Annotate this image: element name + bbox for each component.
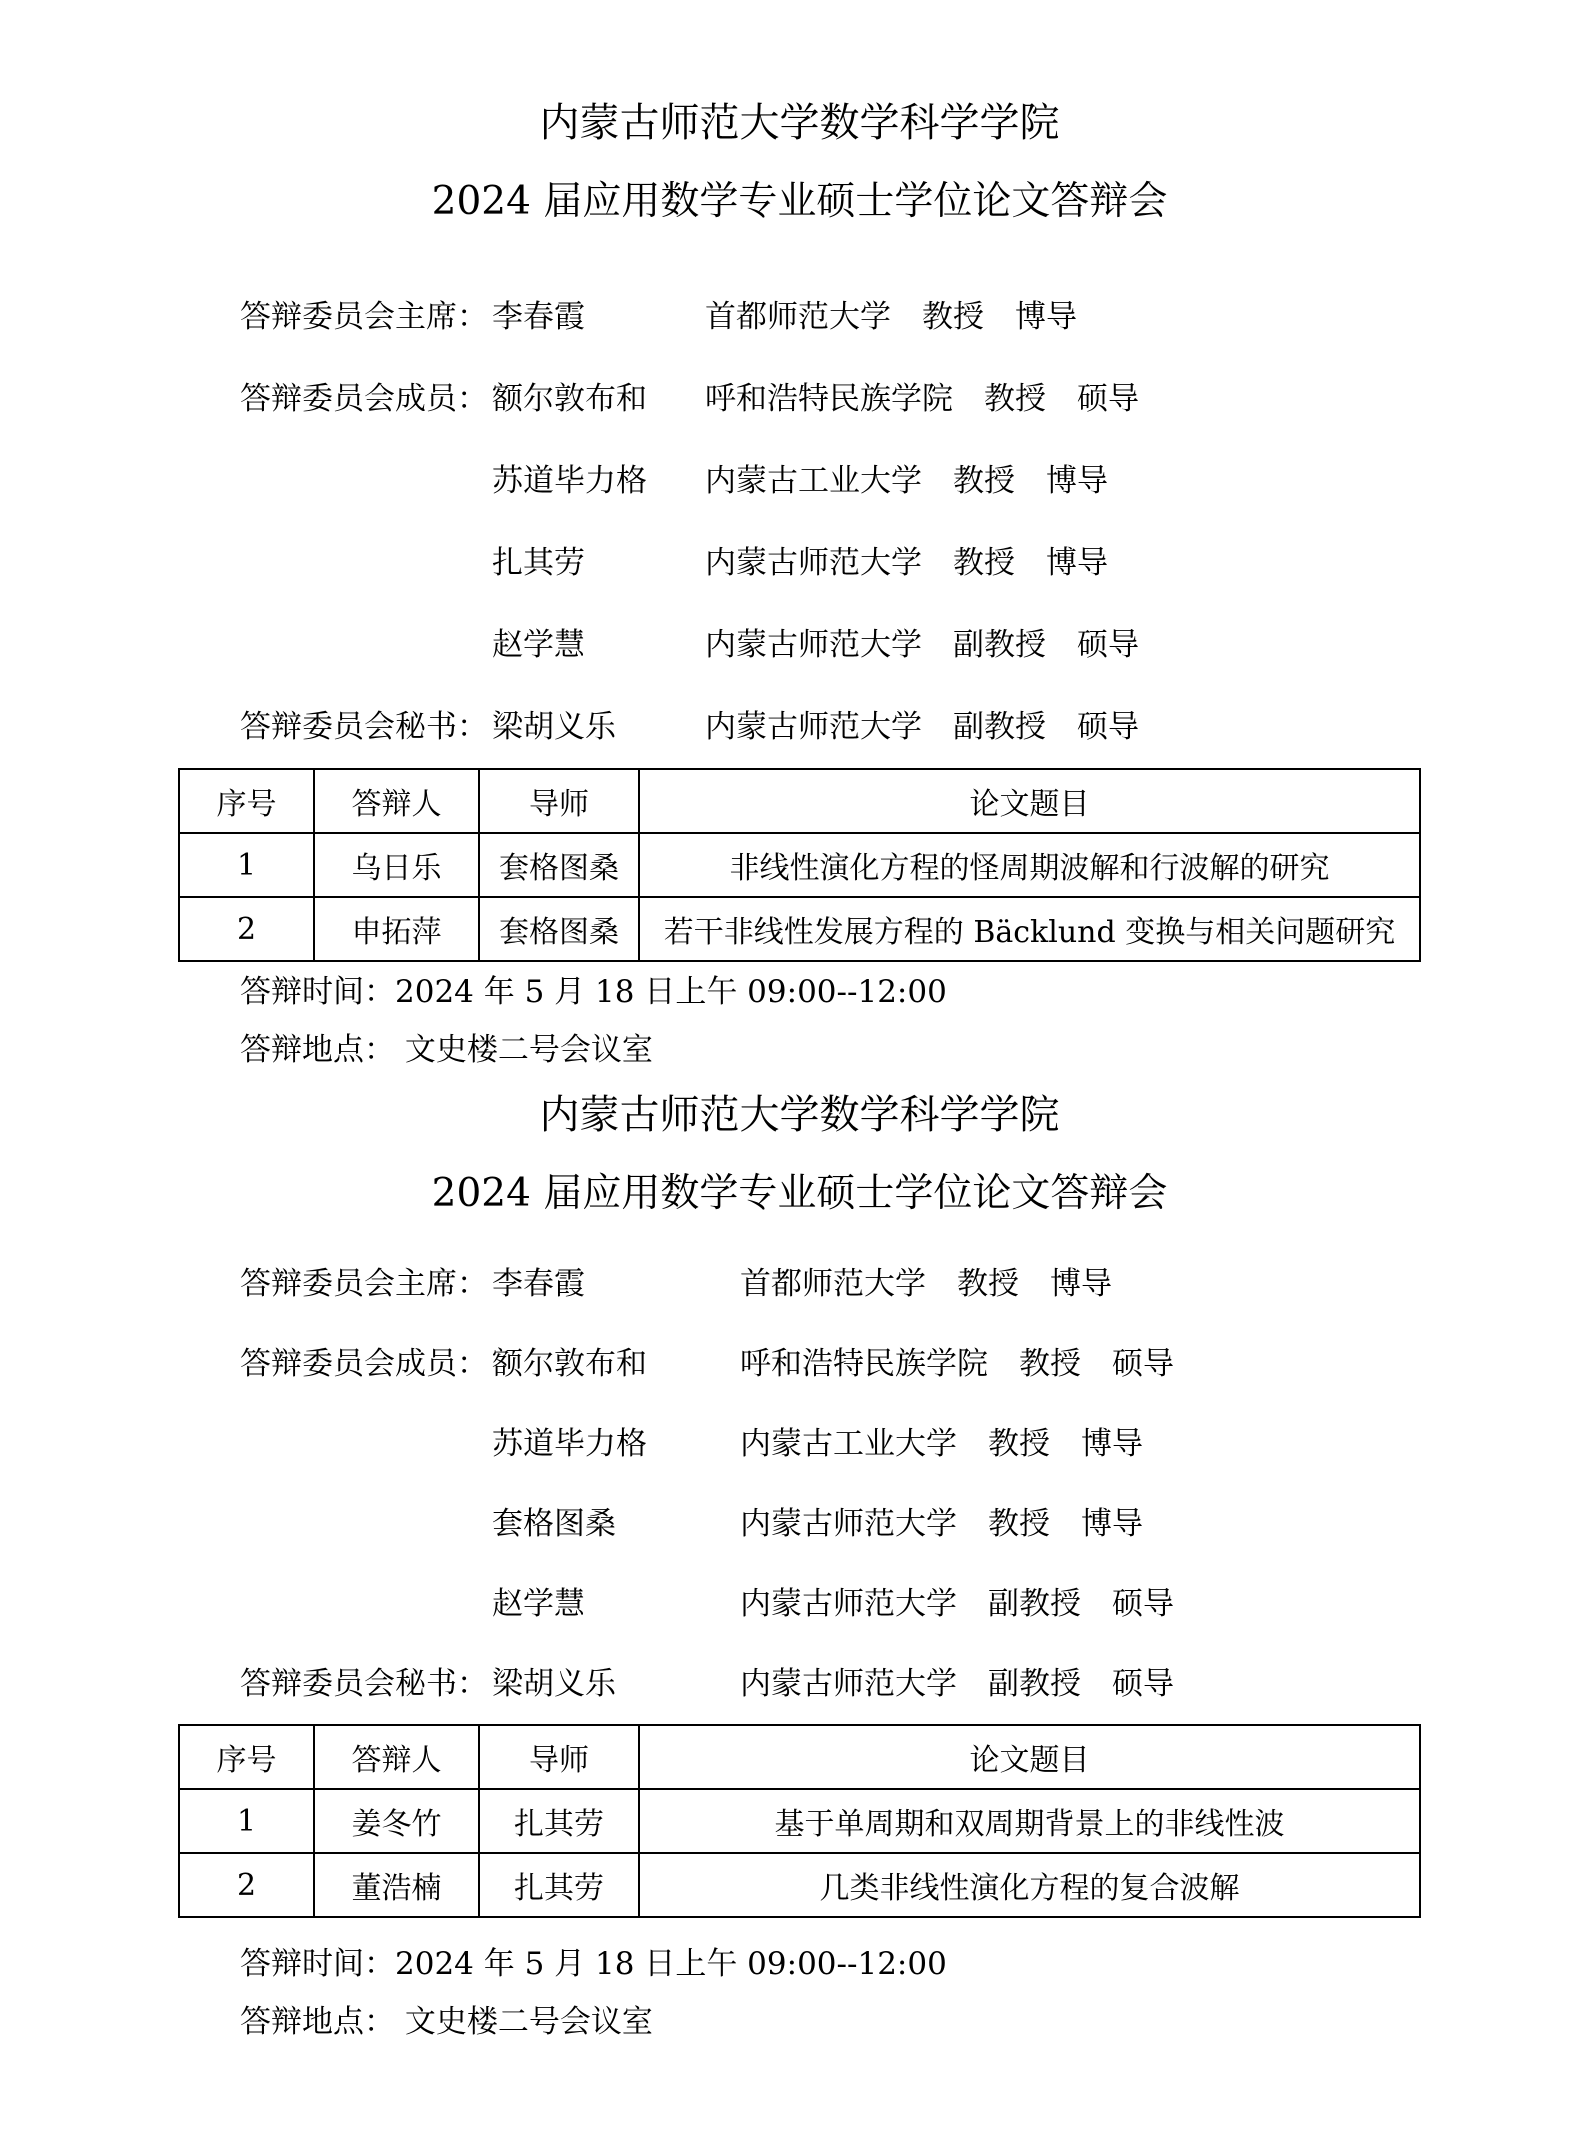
committee-role-label: 答辩委员会成员： — [240, 1346, 488, 1382]
committee-row-chair — [178, 276, 1421, 358]
committee-member-affiliation: 内蒙古师范大学 副教授 硕导 — [740, 1666, 1174, 1702]
cell-no: 1 — [179, 833, 314, 897]
committee-member-affiliation: 呼和浩特民族学院 教授 硕导 — [705, 381, 1139, 417]
cell-defender: 乌日乐 — [314, 833, 479, 897]
committee-role-label: 答辩委员会主席： — [240, 299, 488, 335]
committee-member-affiliation: 内蒙古师范大学 副教授 硕导 — [705, 627, 1139, 663]
committee-row-member — [178, 1324, 1421, 1404]
committee-row-secretary — [178, 1644, 1421, 1724]
cell-advisor: 套格图桑 — [479, 833, 639, 897]
defense-time: 答辩时间：2024 年 5 月 18 日上午 09:00--12:00 — [240, 1946, 947, 1982]
committee-role-label: 答辩委员会秘书： — [240, 709, 488, 745]
committee-member-name: 额尔敦布和 — [492, 381, 647, 417]
cell-no: 1 — [179, 1789, 314, 1853]
defense-time: 答辩时间：2024 年 5 月 18 日上午 09:00--12:00 — [240, 974, 947, 1010]
table-row — [179, 1789, 1420, 1853]
cell-advisor: 扎其劳 — [479, 1789, 639, 1853]
defense-notice-1 — [178, 100, 1421, 1072]
committee-role-label: 答辩委员会主席： — [240, 1266, 488, 1302]
cell-thesis: 若干非线性发展方程的 Bäcklund 变换与相关问题研究 — [639, 897, 1420, 961]
committee-row-member — [178, 1564, 1421, 1644]
cell-thesis: 基于单周期和双周期背景上的非线性波 — [639, 1789, 1420, 1853]
committee-list — [178, 1244, 1421, 1724]
committee-row-member — [178, 358, 1421, 440]
committee-list — [178, 276, 1421, 768]
table-header-no: 序号 — [179, 1725, 314, 1789]
table-header-advisor: 导师 — [479, 769, 639, 833]
defense-venue: 答辩地点： 文史楼二号会议室 — [240, 2004, 653, 2040]
table-header-thesis: 论文题目 — [639, 769, 1420, 833]
committee-role-label: 答辩委员会秘书： — [240, 1666, 488, 1702]
defense-schedule-table — [178, 768, 1421, 962]
committee-member-affiliation: 呼和浩特民族学院 教授 硕导 — [740, 1346, 1174, 1382]
page-title: 内蒙古师范大学数学科学学院 — [539, 1092, 1060, 1138]
cell-defender: 申拓萍 — [314, 897, 479, 961]
cell-thesis: 几类非线性演化方程的复合波解 — [639, 1853, 1420, 1917]
committee-member-name: 扎其劳 — [492, 545, 585, 581]
defense-venue: 答辩地点： 文史楼二号会议室 — [240, 1032, 653, 1068]
committee-row-member — [178, 440, 1421, 522]
table-row — [179, 1853, 1420, 1917]
table-row — [179, 897, 1420, 961]
committee-member-affiliation: 内蒙古工业大学 教授 博导 — [740, 1426, 1143, 1462]
cell-no: 2 — [179, 1853, 314, 1917]
committee-row-member — [178, 522, 1421, 604]
committee-member-name: 苏道毕力格 — [492, 1426, 647, 1462]
page-title: 内蒙古师范大学数学科学学院 — [539, 100, 1060, 146]
committee-member-name: 梁胡义乐 — [492, 1666, 616, 1702]
committee-member-name: 赵学慧 — [492, 1586, 585, 1622]
committee-member-name: 梁胡义乐 — [492, 709, 616, 745]
defense-schedule-table — [178, 1724, 1421, 1918]
committee-member-name: 李春霞 — [492, 299, 585, 335]
committee-row-member — [178, 1484, 1421, 1564]
cell-thesis: 非线性演化方程的怪周期波解和行波解的研究 — [639, 833, 1420, 897]
page-subtitle: 2024 届应用数学专业硕士学位论文答辩会 — [431, 1171, 1168, 1216]
cell-defender: 姜冬竹 — [314, 1789, 479, 1853]
committee-member-affiliation: 内蒙古师范大学 教授 博导 — [740, 1506, 1143, 1542]
table-header-defender: 答辩人 — [314, 769, 479, 833]
table-header-row — [179, 769, 1420, 833]
cell-advisor: 扎其劳 — [479, 1853, 639, 1917]
committee-member-affiliation: 首都师范大学 教授 博导 — [705, 299, 1077, 335]
committee-member-affiliation: 内蒙古师范大学 教授 博导 — [705, 545, 1108, 581]
committee-role-label: 答辩委员会成员： — [240, 381, 488, 417]
table-header-row — [179, 1725, 1420, 1789]
committee-member-affiliation: 内蒙古工业大学 教授 博导 — [705, 463, 1108, 499]
committee-member-name: 苏道毕力格 — [492, 463, 647, 499]
committee-member-affiliation: 首都师范大学 教授 博导 — [740, 1266, 1112, 1302]
page-subtitle: 2024 届应用数学专业硕士学位论文答辩会 — [431, 179, 1168, 224]
table-header-thesis: 论文题目 — [639, 1725, 1420, 1789]
committee-row-member — [178, 1404, 1421, 1484]
table-header-no: 序号 — [179, 769, 314, 833]
table-header-advisor: 导师 — [479, 1725, 639, 1789]
cell-no: 2 — [179, 897, 314, 961]
committee-row-chair — [178, 1244, 1421, 1324]
committee-row-member — [178, 604, 1421, 686]
committee-member-name: 套格图桑 — [492, 1506, 616, 1542]
table-row — [179, 833, 1420, 897]
cell-advisor: 套格图桑 — [479, 897, 639, 961]
committee-row-secretary — [178, 686, 1421, 768]
defense-notice-2 — [178, 1092, 1421, 2044]
committee-member-affiliation: 内蒙古师范大学 副教授 硕导 — [740, 1586, 1174, 1622]
cell-defender: 董浩楠 — [314, 1853, 479, 1917]
committee-member-name: 赵学慧 — [492, 627, 585, 663]
table-header-defender: 答辩人 — [314, 1725, 479, 1789]
committee-member-name: 额尔敦布和 — [492, 1346, 647, 1382]
committee-member-affiliation: 内蒙古师范大学 副教授 硕导 — [705, 709, 1139, 745]
committee-member-name: 李春霞 — [492, 1266, 585, 1302]
